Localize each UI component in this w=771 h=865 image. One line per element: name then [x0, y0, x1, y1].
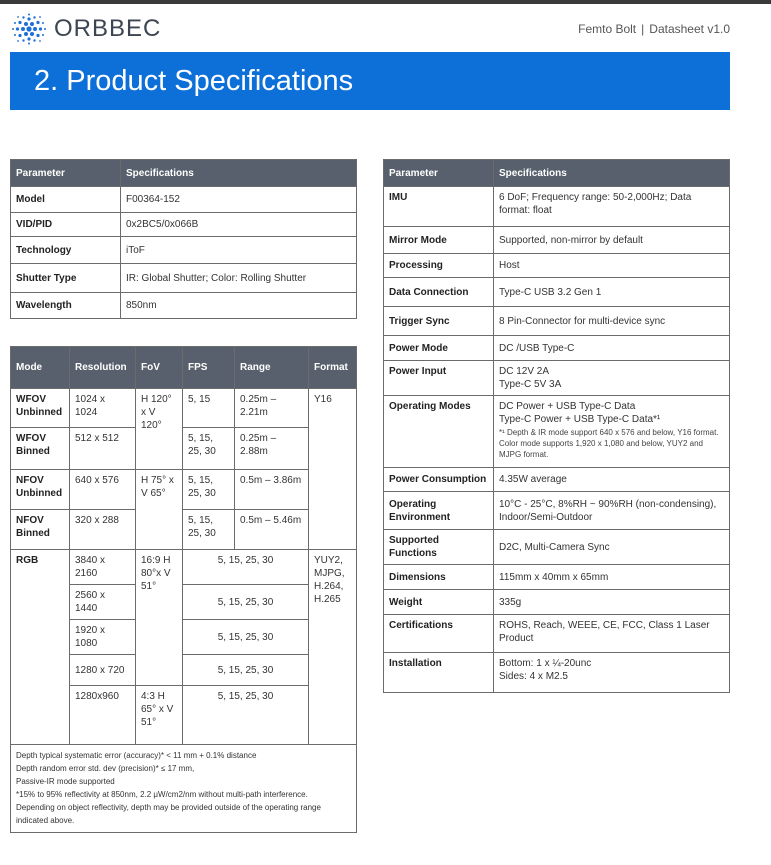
value-line: 10°C - 25°C, 8%RH ~ 90%RH (non-condensing), — [499, 498, 717, 510]
fov: H 120° x V 120° — [136, 389, 183, 470]
param-value: 4.35W average — [494, 468, 730, 492]
table-row — [384, 187, 730, 227]
table-row — [11, 510, 357, 550]
table-row — [384, 227, 730, 254]
param-name: Mirror Mode — [384, 227, 494, 254]
note-line: Depth random error std. dev (precision)* ≤ 17 mm, — [16, 764, 195, 773]
param-name: Certifications — [384, 615, 494, 653]
table-row — [384, 307, 730, 336]
range: 0.25m – 2.21m — [235, 389, 309, 428]
param-name: Operating Environment — [384, 492, 494, 530]
range: 0.25m –2.88m — [235, 428, 309, 470]
param-value — [494, 492, 730, 530]
param-name: Dimensions — [384, 565, 494, 590]
hardware-spec-table — [383, 159, 730, 693]
table-notes-row — [11, 745, 357, 833]
top-rule — [0, 0, 771, 4]
param-value: F00364-152 — [121, 187, 357, 213]
param-name: Operating Modes — [384, 396, 494, 468]
fps: 5, 15, 25, 30 — [183, 550, 309, 585]
value-line: Type-C Power + USB Type-C Data*¹ — [499, 414, 661, 425]
resolution: 3840 x 2160 — [70, 550, 136, 585]
param-name: Installation — [384, 653, 494, 693]
value-line: Bottom: 1 x ¼-20unc — [499, 658, 592, 669]
fps: 5, 15, 25, 30 — [183, 470, 235, 510]
param-value: Supported, non-mirror by default — [494, 227, 730, 254]
header-separator: | — [641, 22, 645, 36]
column-header: Range — [235, 347, 309, 389]
depth-format: Y16 — [309, 389, 357, 550]
resolution: 1280x960 — [70, 686, 136, 745]
mode-name: RGB — [11, 550, 70, 745]
param-value: D2C, Multi-Camera Sync — [494, 530, 730, 565]
param-name: Weight — [384, 590, 494, 615]
note-line: *15% to 95% reflectivity at 850nm, 2.2 μW/cm2/nm without multi-path interference. — [16, 790, 308, 799]
param-value: DC /USB Type-C — [494, 336, 730, 361]
table-row — [384, 361, 730, 396]
product-name: Femto Bolt — [578, 22, 637, 36]
fps: 5, 15, 25, 30 — [183, 585, 309, 620]
section-title-banner — [10, 52, 730, 110]
table-row — [11, 293, 357, 319]
column-header: Parameter — [11, 160, 121, 187]
document-reference — [578, 22, 730, 36]
fov: 16:9 H 80°x V 51° — [136, 550, 183, 686]
resolution: 640 x 576 — [70, 470, 136, 510]
mode-name: NFOV Unbinned — [11, 470, 70, 510]
param-name: Supported Functions — [384, 530, 494, 565]
basic-spec-table — [10, 159, 357, 319]
table-row — [384, 530, 730, 565]
param-name: Model — [11, 187, 121, 213]
note-line: Depth typical systematic error (accuracy)* < 11 mm + 0.1% distance — [16, 751, 257, 760]
table-row — [11, 237, 357, 264]
table-row — [384, 254, 730, 278]
note-line: Depending on object reflectivity, depth may be provided outside of the operating range indicated above. — [16, 803, 321, 825]
value-line: DC 12V 2A — [499, 366, 550, 377]
column-header: FPS — [183, 347, 235, 389]
fov: 4:3 H 65° x V 51° — [136, 686, 183, 745]
table-row — [11, 550, 357, 585]
table-row — [384, 396, 730, 468]
param-value: iToF — [121, 237, 357, 264]
param-value: 8 Pin-Connector for multi-device sync — [494, 307, 730, 336]
param-name: Data Connection — [384, 278, 494, 307]
param-value: 0x2BC5/0x066B — [121, 213, 357, 237]
mode-name: NFOV Binned — [11, 510, 70, 550]
resolution: 1280 x 720 — [70, 655, 136, 686]
resolution: 512 x 512 — [70, 428, 136, 470]
fps: 5, 15, 25, 30 — [183, 428, 235, 470]
param-value: Host — [494, 254, 730, 278]
table-row — [384, 468, 730, 492]
resolution: 320 x 288 — [70, 510, 136, 550]
fov: H 75° x V 65° — [136, 470, 183, 550]
param-value: ROHS, Reach, WEEE, CE, FCC, Class 1 Laser Product — [494, 615, 730, 653]
fps: 5, 15, 25, 30 — [183, 510, 235, 550]
param-value: 335g — [494, 590, 730, 615]
range: 0.5m – 5.46m — [235, 510, 309, 550]
param-name: Power Input — [384, 361, 494, 396]
table-row — [11, 389, 357, 428]
param-name: Power Consumption — [384, 468, 494, 492]
param-value: 850nm — [121, 293, 357, 319]
column-header: Format — [309, 347, 357, 389]
column-header: FoV — [136, 347, 183, 389]
param-value: 115mm x 40mm x 65mm — [494, 565, 730, 590]
mode-name: WFOV Unbinned — [11, 389, 70, 428]
resolution: 1920 x 1080 — [70, 620, 136, 655]
param-name: Wavelength — [11, 293, 121, 319]
table-row — [384, 278, 730, 307]
fps: 5, 15 — [183, 389, 235, 428]
param-value: 6 DoF; Frequency range: 50-2,000Hz; Data format: float — [494, 187, 730, 227]
column-header: Parameter — [384, 160, 494, 187]
resolution: 1024 x 1024 — [70, 389, 136, 428]
column-header: Mode — [11, 347, 70, 389]
value-line: Type-C 5V 3A — [499, 379, 562, 390]
note-line: Passive-IR mode supported — [16, 777, 115, 786]
column-header: Specifications — [121, 160, 357, 187]
table-row — [11, 470, 357, 510]
range: 0.5m – 3.86m — [235, 470, 309, 510]
value-line: Sides: 4 x M2.5 — [499, 671, 568, 682]
section-title: 2. Product Specifications — [34, 64, 354, 97]
footnote: *¹ Depth & IR mode support 640 x 576 and below, Y16 format. Color mode supports 1,920 x 1,080 and below, YUY2 and MJPG format. — [499, 428, 719, 459]
logo-text: ORBBEC — [54, 15, 162, 42]
mode-name: WFOV Binned — [11, 428, 70, 470]
depth-notes — [11, 745, 357, 833]
table-row — [384, 492, 730, 530]
table-row — [11, 428, 357, 470]
fps: 5, 15, 25, 30 — [183, 655, 309, 686]
table-row — [384, 615, 730, 653]
param-name: Power Mode — [384, 336, 494, 361]
value-line: DC Power + USB Type-C Data — [499, 401, 636, 412]
resolution: 2560 x 1440 — [70, 585, 136, 620]
table-row — [384, 336, 730, 361]
column-header: Specifications — [494, 160, 730, 187]
mode-table — [10, 346, 357, 833]
param-name: Trigger Sync — [384, 307, 494, 336]
table-row — [11, 187, 357, 213]
param-value: IR: Global Shutter; Color: Rolling Shutter — [121, 264, 357, 293]
param-name: Technology — [11, 237, 121, 264]
datasheet-version: Datasheet v1.0 — [649, 22, 730, 36]
value-line: Indoor/Semi-Outdoor — [499, 511, 593, 523]
logo-mark-icon — [10, 12, 48, 46]
param-value — [494, 396, 730, 468]
param-value: Type-C USB 3.2 Gen 1 — [494, 278, 730, 307]
table-row — [384, 653, 730, 693]
table-row — [384, 565, 730, 590]
param-name: VID/PID — [11, 213, 121, 237]
param-name: Processing — [384, 254, 494, 278]
fps: 5, 15, 25, 30 — [183, 686, 309, 745]
param-value — [494, 653, 730, 693]
param-value — [494, 361, 730, 396]
param-name: IMU — [384, 187, 494, 227]
param-name: Shutter Type — [11, 264, 121, 293]
fps: 5, 15, 25, 30 — [183, 620, 309, 655]
column-header: Resolution — [70, 347, 136, 389]
rgb-format: YUY2, MJPG, H.264, H.265 — [309, 550, 357, 745]
table-row — [384, 590, 730, 615]
table-row — [11, 264, 357, 293]
orbbec-logo — [10, 12, 161, 46]
table-row — [11, 213, 357, 237]
